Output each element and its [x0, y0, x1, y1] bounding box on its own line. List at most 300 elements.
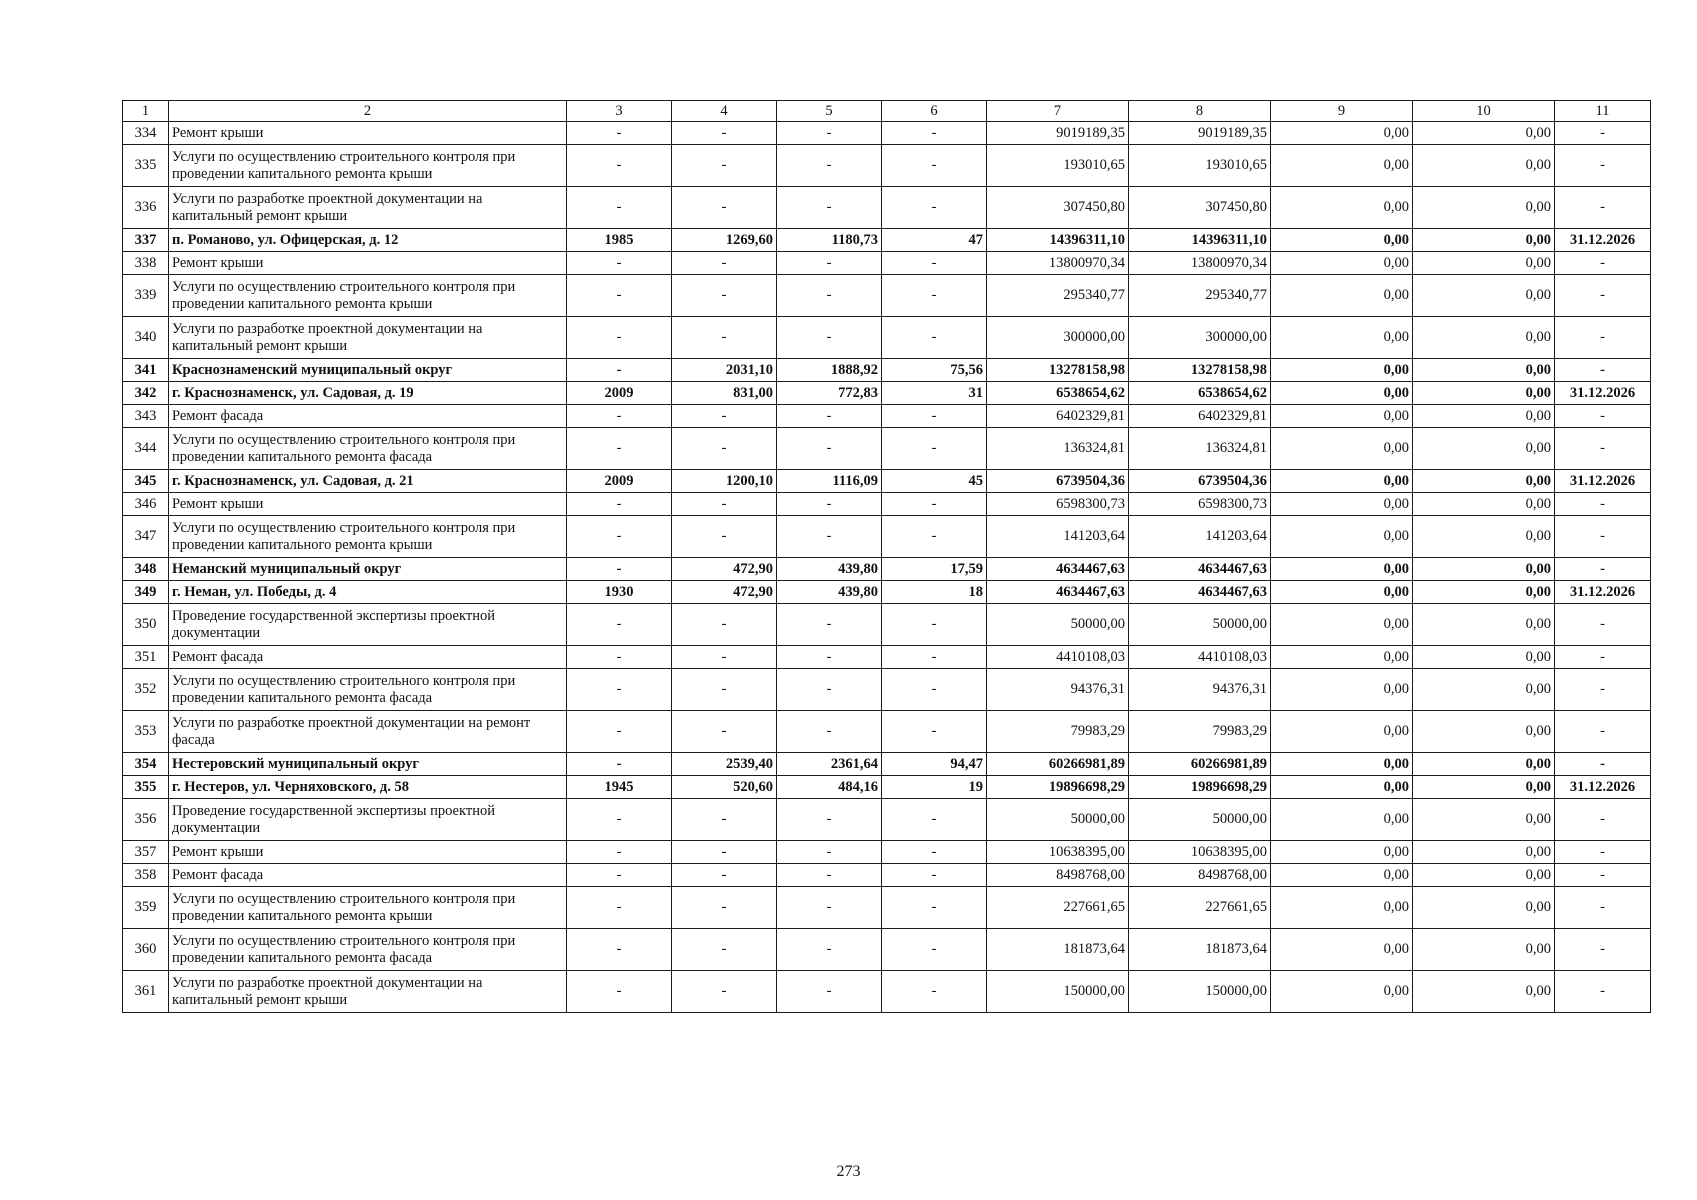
deadline-cell: -: [1555, 122, 1651, 145]
work-name-cell: Услуги по осуществлению строительного контроля при проведении капитального ремонта крыши: [169, 887, 567, 929]
work-name-cell: Ремонт крыши: [169, 122, 567, 145]
table-row: [123, 669, 1651, 711]
total-cost-cell: 19896698,29: [987, 776, 1129, 799]
total-area-cell: -: [672, 864, 777, 887]
row-number-cell: 357: [123, 841, 169, 864]
total-cost-cell: 150000,00: [987, 971, 1129, 1013]
row-number-cell: 340: [123, 317, 169, 359]
year-cell: -: [567, 841, 672, 864]
total-cost-cell: 6402329,81: [987, 405, 1129, 428]
year-cell: -: [567, 359, 672, 382]
other-cost-cell: 0,00: [1413, 275, 1555, 317]
budget-cost-cell: 0,00: [1271, 887, 1413, 929]
fund-cost-cell: 4634467,63: [1129, 558, 1271, 581]
total-area-cell: -: [672, 516, 777, 558]
other-cost-cell: 0,00: [1413, 711, 1555, 753]
budget-cost-cell: 0,00: [1271, 646, 1413, 669]
budget-cost-cell: 0,00: [1271, 428, 1413, 470]
fund-cost-cell: 60266981,89: [1129, 753, 1271, 776]
fund-cost-cell: 295340,77: [1129, 275, 1271, 317]
residents-cell: -: [882, 145, 987, 187]
work-name-cell: Услуги по разработке проектной документации на капитальный ремонт крыши: [169, 971, 567, 1013]
residents-cell: 18: [882, 581, 987, 604]
work-name-cell: Услуги по осуществлению строительного контроля при проведении капитального ремонта крыши: [169, 516, 567, 558]
total-area-cell: -: [672, 275, 777, 317]
budget-cost-cell: 0,00: [1271, 799, 1413, 841]
fund-cost-cell: 10638395,00: [1129, 841, 1271, 864]
header-cell: 6: [882, 101, 987, 122]
header-cell: 9: [1271, 101, 1413, 122]
fund-cost-cell: 19896698,29: [1129, 776, 1271, 799]
fund-cost-cell: 150000,00: [1129, 971, 1271, 1013]
deadline-cell: -: [1555, 604, 1651, 646]
residents-cell: -: [882, 187, 987, 229]
residents-cell: -: [882, 604, 987, 646]
total-cost-cell: 10638395,00: [987, 841, 1129, 864]
deadline-cell: -: [1555, 516, 1651, 558]
deadline-cell: -: [1555, 428, 1651, 470]
work-name-cell: Услуги по разработке проектной документации на капитальный ремонт крыши: [169, 187, 567, 229]
fund-cost-cell: 193010,65: [1129, 145, 1271, 187]
deadline-cell: 31.12.2026: [1555, 581, 1651, 604]
total-cost-cell: 6739504,36: [987, 470, 1129, 493]
deadline-cell: -: [1555, 711, 1651, 753]
table-row: [123, 604, 1651, 646]
row-number-cell: 361: [123, 971, 169, 1013]
fund-cost-cell: 4410108,03: [1129, 646, 1271, 669]
year-cell: -: [567, 558, 672, 581]
living-area-cell: -: [777, 252, 882, 275]
table-row: [123, 252, 1651, 275]
total-cost-cell: 94376,31: [987, 669, 1129, 711]
other-cost-cell: 0,00: [1413, 971, 1555, 1013]
total-area-cell: -: [672, 841, 777, 864]
row-number-cell: 342: [123, 382, 169, 405]
table-row: [123, 122, 1651, 145]
row-number-cell: 341: [123, 359, 169, 382]
deadline-cell: -: [1555, 887, 1651, 929]
deadline-cell: -: [1555, 753, 1651, 776]
page-number: 273: [836, 1163, 861, 1180]
other-cost-cell: 0,00: [1413, 122, 1555, 145]
total-area-cell: 1200,10: [672, 470, 777, 493]
deadline-cell: -: [1555, 558, 1651, 581]
total-cost-cell: 181873,64: [987, 929, 1129, 971]
year-cell: -: [567, 275, 672, 317]
residents-cell: 17,59: [882, 558, 987, 581]
total-cost-cell: 295340,77: [987, 275, 1129, 317]
total-cost-cell: 8498768,00: [987, 864, 1129, 887]
table-row: [123, 776, 1651, 799]
budget-cost-cell: 0,00: [1271, 516, 1413, 558]
other-cost-cell: 0,00: [1413, 581, 1555, 604]
budget-cost-cell: 0,00: [1271, 252, 1413, 275]
fund-cost-cell: 94376,31: [1129, 669, 1271, 711]
deadline-cell: -: [1555, 646, 1651, 669]
row-number-cell: 359: [123, 887, 169, 929]
living-area-cell: 1180,73: [777, 229, 882, 252]
work-name-cell: Проведение государственной экспертизы проектной документации: [169, 799, 567, 841]
residents-cell: -: [882, 864, 987, 887]
year-cell: -: [567, 122, 672, 145]
deadline-cell: -: [1555, 929, 1651, 971]
total-area-cell: 2031,10: [672, 359, 777, 382]
table-row: [123, 711, 1651, 753]
other-cost-cell: 0,00: [1413, 753, 1555, 776]
residents-cell: -: [882, 493, 987, 516]
deadline-cell: -: [1555, 405, 1651, 428]
total-cost-cell: 193010,65: [987, 145, 1129, 187]
other-cost-cell: 0,00: [1413, 382, 1555, 405]
year-cell: -: [567, 516, 672, 558]
fund-cost-cell: 50000,00: [1129, 799, 1271, 841]
total-area-cell: 1269,60: [672, 229, 777, 252]
fund-cost-cell: 9019189,35: [1129, 122, 1271, 145]
row-number-cell: 356: [123, 799, 169, 841]
total-cost-cell: 13278158,98: [987, 359, 1129, 382]
year-cell: -: [567, 145, 672, 187]
fund-cost-cell: 6739504,36: [1129, 470, 1271, 493]
other-cost-cell: 0,00: [1413, 929, 1555, 971]
budget-cost-cell: 0,00: [1271, 405, 1413, 428]
year-cell: -: [567, 187, 672, 229]
fund-cost-cell: 14396311,10: [1129, 229, 1271, 252]
living-area-cell: -: [777, 604, 882, 646]
other-cost-cell: 0,00: [1413, 252, 1555, 275]
row-number-cell: 348: [123, 558, 169, 581]
other-cost-cell: 0,00: [1413, 516, 1555, 558]
year-cell: -: [567, 864, 672, 887]
header-cell: 3: [567, 101, 672, 122]
living-area-cell: 2361,64: [777, 753, 882, 776]
budget-cost-cell: 0,00: [1271, 493, 1413, 516]
fund-cost-cell: 6598300,73: [1129, 493, 1271, 516]
row-number-cell: 337: [123, 229, 169, 252]
total-area-cell: -: [672, 799, 777, 841]
total-cost-cell: 79983,29: [987, 711, 1129, 753]
total-area-cell: -: [672, 493, 777, 516]
table-row: [123, 887, 1651, 929]
fund-cost-cell: 13278158,98: [1129, 359, 1271, 382]
living-area-cell: -: [777, 275, 882, 317]
budget-cost-cell: 0,00: [1271, 382, 1413, 405]
budget-cost-cell: 0,00: [1271, 604, 1413, 646]
budget-cost-cell: 0,00: [1271, 359, 1413, 382]
living-area-cell: -: [777, 122, 882, 145]
residents-cell: -: [882, 275, 987, 317]
deadline-cell: -: [1555, 275, 1651, 317]
other-cost-cell: 0,00: [1413, 428, 1555, 470]
deadline-cell: -: [1555, 145, 1651, 187]
other-cost-cell: 0,00: [1413, 493, 1555, 516]
header-cell: 7: [987, 101, 1129, 122]
table-row: [123, 864, 1651, 887]
living-area-cell: 1116,09: [777, 470, 882, 493]
budget-cost-cell: 0,00: [1271, 929, 1413, 971]
deadline-cell: 31.12.2026: [1555, 776, 1651, 799]
row-number-cell: 338: [123, 252, 169, 275]
year-cell: -: [567, 252, 672, 275]
row-number-cell: 350: [123, 604, 169, 646]
year-cell: -: [567, 493, 672, 516]
residents-cell: 45: [882, 470, 987, 493]
table-row: [123, 470, 1651, 493]
fund-cost-cell: 181873,64: [1129, 929, 1271, 971]
total-cost-cell: 50000,00: [987, 799, 1129, 841]
row-number-cell: 345: [123, 470, 169, 493]
fund-cost-cell: 141203,64: [1129, 516, 1271, 558]
total-area-cell: -: [672, 669, 777, 711]
table-row: [123, 646, 1651, 669]
budget-cost-cell: 0,00: [1271, 558, 1413, 581]
row-number-cell: 352: [123, 669, 169, 711]
table-row: [123, 516, 1651, 558]
total-area-cell: -: [672, 646, 777, 669]
deadline-cell: -: [1555, 799, 1651, 841]
work-name-cell: г. Нестеров, ул. Черняховского, д. 58: [169, 776, 567, 799]
table-row: [123, 493, 1651, 516]
total-cost-cell: 14396311,10: [987, 229, 1129, 252]
budget-cost-cell: 0,00: [1271, 187, 1413, 229]
residents-cell: -: [882, 971, 987, 1013]
work-name-cell: Неманский муниципальный округ: [169, 558, 567, 581]
work-name-cell: Услуги по разработке проектной документации на ремонт фасада: [169, 711, 567, 753]
other-cost-cell: 0,00: [1413, 604, 1555, 646]
column-number-header: [123, 101, 1651, 122]
header-cell: 2: [169, 101, 567, 122]
budget-cost-cell: 0,00: [1271, 275, 1413, 317]
work-name-cell: Ремонт крыши: [169, 252, 567, 275]
budget-cost-cell: 0,00: [1271, 864, 1413, 887]
total-cost-cell: 9019189,35: [987, 122, 1129, 145]
other-cost-cell: 0,00: [1413, 864, 1555, 887]
total-area-cell: -: [672, 405, 777, 428]
living-area-cell: -: [777, 841, 882, 864]
residents-cell: 75,56: [882, 359, 987, 382]
row-number-cell: 343: [123, 405, 169, 428]
year-cell: -: [567, 887, 672, 929]
total-area-cell: 472,90: [672, 558, 777, 581]
budget-cost-cell: 0,00: [1271, 145, 1413, 187]
work-name-cell: Проведение государственной экспертизы проектной документации: [169, 604, 567, 646]
total-cost-cell: 4410108,03: [987, 646, 1129, 669]
residents-cell: -: [882, 405, 987, 428]
budget-cost-cell: 0,00: [1271, 470, 1413, 493]
living-area-cell: -: [777, 711, 882, 753]
header-cell: 8: [1129, 101, 1271, 122]
residents-cell: -: [882, 929, 987, 971]
table-row: [123, 317, 1651, 359]
other-cost-cell: 0,00: [1413, 776, 1555, 799]
total-cost-cell: 300000,00: [987, 317, 1129, 359]
total-cost-cell: 6598300,73: [987, 493, 1129, 516]
repair-plan-table: [122, 100, 1651, 1013]
year-cell: -: [567, 753, 672, 776]
total-cost-cell: 13800970,34: [987, 252, 1129, 275]
deadline-cell: 31.12.2026: [1555, 229, 1651, 252]
total-area-cell: 2539,40: [672, 753, 777, 776]
residents-cell: 94,47: [882, 753, 987, 776]
work-name-cell: Услуги по осуществлению строительного контроля при проведении капитального ремонта фасада: [169, 929, 567, 971]
total-area-cell: -: [672, 604, 777, 646]
year-cell: 1945: [567, 776, 672, 799]
other-cost-cell: 0,00: [1413, 887, 1555, 929]
table-row: [123, 382, 1651, 405]
living-area-cell: 484,16: [777, 776, 882, 799]
row-number-cell: 339: [123, 275, 169, 317]
total-area-cell: 520,60: [672, 776, 777, 799]
living-area-cell: -: [777, 428, 882, 470]
residents-cell: -: [882, 887, 987, 929]
other-cost-cell: 0,00: [1413, 841, 1555, 864]
total-area-cell: 831,00: [672, 382, 777, 405]
work-name-cell: г. Краснознаменск, ул. Садовая, д. 19: [169, 382, 567, 405]
year-cell: -: [567, 317, 672, 359]
table-row: [123, 558, 1651, 581]
living-area-cell: -: [777, 799, 882, 841]
residents-cell: -: [882, 841, 987, 864]
living-area-cell: 439,80: [777, 581, 882, 604]
row-number-cell: 346: [123, 493, 169, 516]
table-row: [123, 929, 1651, 971]
total-cost-cell: 141203,64: [987, 516, 1129, 558]
table-body: [123, 101, 1651, 1013]
total-cost-cell: 136324,81: [987, 428, 1129, 470]
other-cost-cell: 0,00: [1413, 359, 1555, 382]
deadline-cell: -: [1555, 864, 1651, 887]
deadline-cell: 31.12.2026: [1555, 470, 1651, 493]
fund-cost-cell: 79983,29: [1129, 711, 1271, 753]
total-cost-cell: 227661,65: [987, 887, 1129, 929]
fund-cost-cell: 307450,80: [1129, 187, 1271, 229]
work-name-cell: Услуги по осуществлению строительного контроля при проведении капитального ремонта крыши: [169, 145, 567, 187]
deadline-cell: -: [1555, 841, 1651, 864]
living-area-cell: 1888,92: [777, 359, 882, 382]
living-area-cell: -: [777, 493, 882, 516]
other-cost-cell: 0,00: [1413, 187, 1555, 229]
deadline-cell: 31.12.2026: [1555, 382, 1651, 405]
total-cost-cell: 60266981,89: [987, 753, 1129, 776]
fund-cost-cell: 8498768,00: [1129, 864, 1271, 887]
header-cell: 1: [123, 101, 169, 122]
year-cell: -: [567, 711, 672, 753]
living-area-cell: 772,83: [777, 382, 882, 405]
other-cost-cell: 0,00: [1413, 317, 1555, 359]
residents-cell: -: [882, 317, 987, 359]
deadline-cell: -: [1555, 317, 1651, 359]
table-row: [123, 359, 1651, 382]
budget-cost-cell: 0,00: [1271, 581, 1413, 604]
table-row: [123, 971, 1651, 1013]
living-area-cell: -: [777, 646, 882, 669]
fund-cost-cell: 300000,00: [1129, 317, 1271, 359]
year-cell: -: [567, 929, 672, 971]
table-row: [123, 799, 1651, 841]
budget-cost-cell: 0,00: [1271, 317, 1413, 359]
residents-cell: -: [882, 669, 987, 711]
living-area-cell: -: [777, 145, 882, 187]
work-name-cell: Услуги по разработке проектной документации на капитальный ремонт крыши: [169, 317, 567, 359]
row-number-cell: 354: [123, 753, 169, 776]
residents-cell: -: [882, 711, 987, 753]
budget-cost-cell: 0,00: [1271, 776, 1413, 799]
other-cost-cell: 0,00: [1413, 229, 1555, 252]
row-number-cell: 335: [123, 145, 169, 187]
row-number-cell: 347: [123, 516, 169, 558]
budget-cost-cell: 0,00: [1271, 711, 1413, 753]
deadline-cell: -: [1555, 971, 1651, 1013]
living-area-cell: -: [777, 317, 882, 359]
work-name-cell: Ремонт фасада: [169, 405, 567, 428]
work-name-cell: Ремонт крыши: [169, 493, 567, 516]
total-area-cell: -: [672, 929, 777, 971]
table-row: [123, 753, 1651, 776]
residents-cell: -: [882, 428, 987, 470]
total-cost-cell: 6538654,62: [987, 382, 1129, 405]
table-row: [123, 841, 1651, 864]
table-row: [123, 145, 1651, 187]
year-cell: -: [567, 799, 672, 841]
year-cell: -: [567, 646, 672, 669]
budget-cost-cell: 0,00: [1271, 669, 1413, 711]
table-row: [123, 229, 1651, 252]
table-row: [123, 405, 1651, 428]
work-name-cell: г. Неман, ул. Победы, д. 4: [169, 581, 567, 604]
living-area-cell: -: [777, 864, 882, 887]
year-cell: 2009: [567, 382, 672, 405]
year-cell: 2009: [567, 470, 672, 493]
work-name-cell: Краснознаменский муниципальный округ: [169, 359, 567, 382]
table-row: [123, 428, 1651, 470]
row-number-cell: 351: [123, 646, 169, 669]
year-cell: 1930: [567, 581, 672, 604]
living-area-cell: -: [777, 929, 882, 971]
row-number-cell: 355: [123, 776, 169, 799]
work-name-cell: Услуги по осуществлению строительного контроля при проведении капитального ремонта фасада: [169, 428, 567, 470]
residents-cell: 47: [882, 229, 987, 252]
total-cost-cell: 307450,80: [987, 187, 1129, 229]
deadline-cell: -: [1555, 669, 1651, 711]
budget-cost-cell: 0,00: [1271, 753, 1413, 776]
work-name-cell: Услуги по осуществлению строительного контроля при проведении капитального ремонта фасада: [169, 669, 567, 711]
header-cell: 4: [672, 101, 777, 122]
total-area-cell: -: [672, 317, 777, 359]
deadline-cell: -: [1555, 359, 1651, 382]
work-name-cell: Ремонт крыши: [169, 841, 567, 864]
table-row: [123, 581, 1651, 604]
row-number-cell: 358: [123, 864, 169, 887]
deadline-cell: -: [1555, 187, 1651, 229]
total-area-cell: -: [672, 711, 777, 753]
total-area-cell: 472,90: [672, 581, 777, 604]
fund-cost-cell: 227661,65: [1129, 887, 1271, 929]
row-number-cell: 344: [123, 428, 169, 470]
living-area-cell: -: [777, 971, 882, 1013]
fund-cost-cell: 136324,81: [1129, 428, 1271, 470]
living-area-cell: -: [777, 405, 882, 428]
living-area-cell: -: [777, 669, 882, 711]
budget-cost-cell: 0,00: [1271, 122, 1413, 145]
total-area-cell: -: [672, 252, 777, 275]
document-page: [122, 100, 1650, 1013]
header-cell: 11: [1555, 101, 1651, 122]
row-number-cell: 360: [123, 929, 169, 971]
budget-cost-cell: 0,00: [1271, 229, 1413, 252]
year-cell: -: [567, 428, 672, 470]
total-cost-cell: 50000,00: [987, 604, 1129, 646]
year-cell: 1985: [567, 229, 672, 252]
total-cost-cell: 4634467,63: [987, 558, 1129, 581]
